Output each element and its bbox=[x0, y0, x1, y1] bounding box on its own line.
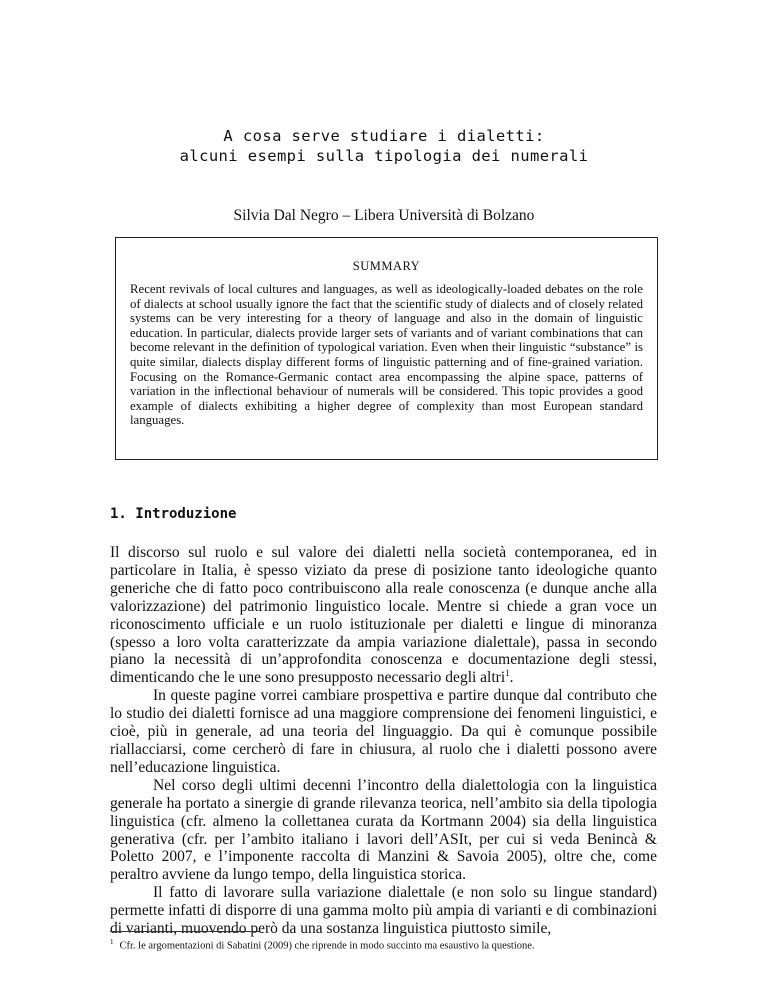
paper-title-line-2: alcuni esempi sulla tipologia dei numerali bbox=[179, 147, 589, 165]
footnote bbox=[110, 938, 670, 952]
paragraph-3: Nel corso degli ultimi decenni l’incontro della dialettologia con la linguistica generale ha portato a sinergie di grande rilevanza teorica, nell’ambito sia della tipologia linguistica (cfr. almeno la collettanea curata da Kortmann 2004) sia della linguistica generativa (cfr. per l’ambito italiano i lavori dell’ASIt, per cui si veda Benincà & Poletto 2007, e l’imponente raccolta di Manzini & Savoia 2005), oltre che, come peraltro avviene da lungo tempo, della linguistica storica. bbox=[110, 776, 657, 884]
paragraph-4: Il fatto di lavorare sulla variazione dialettale (e non solo su lingue standard) permette infatti di disporre di una gamma molto più ampia di varianti e di combinazioni di varianti, muovendo però da una sostanza linguistica piuttosto simile, bbox=[110, 884, 657, 938]
body-text bbox=[110, 544, 657, 938]
summary-text: Recent revivals of local cultures and languages, as well as ideologically-loaded debates on the role of dialects at school usually ignore the fact that the scientific study of dialects and of closely related systems can be very interesting for a theory of language and also in the domain of linguistic education. In particular, dialects provide larger sets of variants and of variant combinations that can become relevant in the definition of typological variation. Even when their linguistic “substance” is quite similar, dialects display different forms of linguistic patterning and of fine-grained variation. Focusing on the Romance-Germanic contact area encompassing the alpine space, patterns of variation in the inflectional behaviour of numerals will be considered. This topic provides a good example of dialects exhibiting a higher degree of complexity than most European standard languages. bbox=[130, 282, 643, 428]
paragraph-2: In queste pagine vorrei cambiare prospettiva e partire dunque dal contributo che lo studio dei dialetti fornisce ad una maggiore comprensione dei fenomeni linguistici, e cioè, più in generale, ad una teoria del linguaggio. Da qui è comunque possibile riallacciarsi, come cercherò di fare in chiusura, al ruolo che i dialetti possono avere nell’educazione linguistica. bbox=[110, 687, 657, 776]
paragraph-1 bbox=[110, 544, 657, 687]
paper-title-line-1: A cosa serve studiare i dialetti: bbox=[223, 127, 545, 145]
author-affiliation: Silvia Dal Negro – Libera Università di Bolzano bbox=[233, 207, 535, 224]
section-heading: 1. Introduzione bbox=[110, 506, 237, 522]
footnote-ref: 1 bbox=[505, 668, 510, 679]
summary-heading: SUMMARY bbox=[352, 259, 421, 273]
footnote-number: 1 bbox=[110, 938, 114, 946]
paragraph-1-end: . bbox=[509, 669, 514, 687]
footnote-rule bbox=[110, 931, 260, 932]
footnote-text: Cfr. le argomentazioni di Sabatini (2009) che riprende in modo succinto ma esaustivo la questione. bbox=[119, 940, 535, 952]
paragraph-1-text: Il discorso sul ruolo e sul valore dei dialetti nella società contemporanea, ed in particolare in Italia, è spesso viziato da prese di posizione tanto ideologiche quanto generiche che di fatto poco contribuiscono alla reale conoscenza (e dunque anche alla valorizzazione) del patrimonio linguistico locale. Mentre si chiede a gran voce un riconoscimento ufficiale e un ruolo istituzionale per dialetti e lingue di minoranza (spesso a loro volta caratterizzate da ampia variazione dialettale), passa in secondo piano la necessità di un’approfondita conoscenza e documentazione degli stessi, dimenticando che le une sono presupposto necessario degli altri bbox=[110, 544, 657, 687]
